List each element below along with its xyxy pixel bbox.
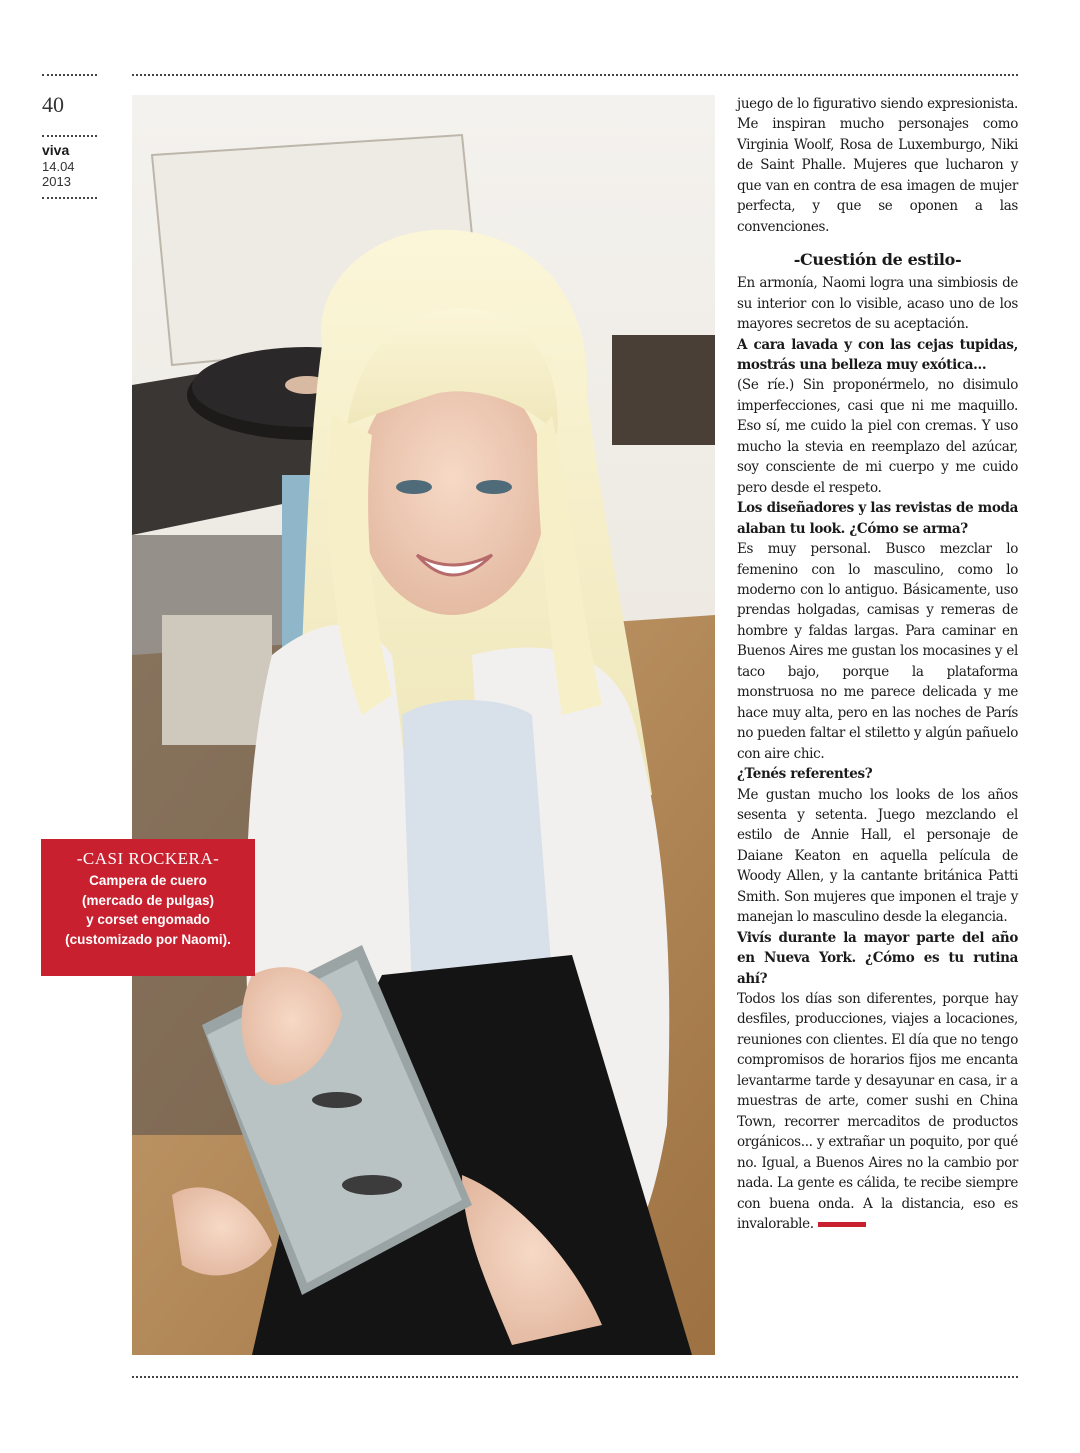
caption-line: (mercado de pulgas)	[81, 892, 215, 908]
article-column	[737, 94, 1018, 1234]
magazine-name: viva	[42, 142, 70, 158]
interview-question: Los diseñadores y las revistas de moda alaban tu look. ¿Cómo se arma?	[737, 500, 1018, 537]
portrait-photo	[132, 95, 715, 1355]
article-paragraph: En armonía, Naomi logra una simbiosis de su interior con lo visible, acaso uno de los mayores secretos de su aceptación.	[737, 275, 1018, 333]
photo-caption-box	[41, 839, 255, 976]
article-paragraph: juego de lo figurativo siendo expresionista. Me inspiran mucho personajes como Virginia Woolf, Rosa de Luxemburgo, Niki de Saint Phalle. Mujeres que lucharon y que van en contra de esa imagen de mujer perfecta, y que se oponen a las convenciones.	[737, 96, 1018, 235]
portrait-illustration	[132, 95, 715, 1355]
folio-rule-1	[42, 135, 97, 137]
interview-question: ¿Tenés referentes?	[737, 766, 873, 783]
interview-answer: Es muy personal. Busco mezclar lo femenino con lo masculino, como lo moderno con lo antiguo. Básicamente, uso prendas holgadas, camisas y remeras de hombre y faldas largas. Para caminar en Buenos Aires me gustan los mocasines y el taco bajo, porque la plataforma monstruosa no me parece delicada y me hace muy alta, pero en las noches de París no pueden faltar el stiletto y algún pañuelo con aire chic.	[737, 541, 1018, 762]
interview-question: Vivís durante la mayor parte del año en Nueva York. ¿Cómo es tu rutina ahí?	[737, 929, 1018, 987]
end-of-article-mark	[818, 1222, 866, 1227]
top-rule-left	[42, 74, 97, 76]
caption-line: (customizado por Naomi).	[65, 931, 231, 947]
issue-date-year: 2013	[42, 174, 71, 189]
caption-title: -CASI ROCKERA-	[76, 849, 220, 868]
interview-answer: Me gustan mucho los looks de los años sesenta y setenta. Juego mezclando el estilo de Annie Hall, el personaje de Daiane Keaton en aquella película de Woody Allen, y la cantante británica Patti Smith. Son mujeres que imponen el traje y manejan lo masculino desde la elegancia.	[737, 786, 1018, 926]
interview-question: A cara lavada y con las cejas tupidas, mostrás una belleza muy exótica...	[737, 336, 1018, 373]
top-rule-main	[132, 74, 1018, 76]
caption-line: y corset engomado	[86, 912, 210, 927]
bottom-rule	[132, 1376, 1018, 1378]
page-number: 40	[42, 92, 64, 117]
interview-answer: (Se ríe.) Sin proponérmelo, no disimulo imperfecciones, casi que ni me maquillo. Eso sí, me cuido la piel con cremas. Y uso mucho la stevia en reemplazo del azúcar, soy consciente de mi cuerpo y me cuido pero desde el respeto.	[737, 377, 1018, 496]
issue-date	[42, 159, 75, 189]
issue-date-day: 14.04	[42, 159, 75, 174]
caption-line: Campera de cuero	[89, 873, 207, 888]
section-heading: -Cuestión de estilo-	[793, 250, 962, 270]
folio-rule-2	[42, 197, 97, 199]
final-answer-text: Todos los días son diferentes, porque hay desfiles, producciones, viajes a locaciones, reuniones con clientes. El día que no tengo compromisos de horarios fijos me encanta levantarme tarde y desayunar en casa, ir a muestras de arte, comer sushi en China Town, recorrer mercaditos de productos orgánicos... y extrañar un poquito, por qué no. Igual, a Buenos Aires no la cambio por nada. La gente es cálida, te recibe siempre con buena onda. A la distancia, eso es invalorable.	[737, 991, 1018, 1233]
interview-answer-final	[737, 989, 1018, 1234]
